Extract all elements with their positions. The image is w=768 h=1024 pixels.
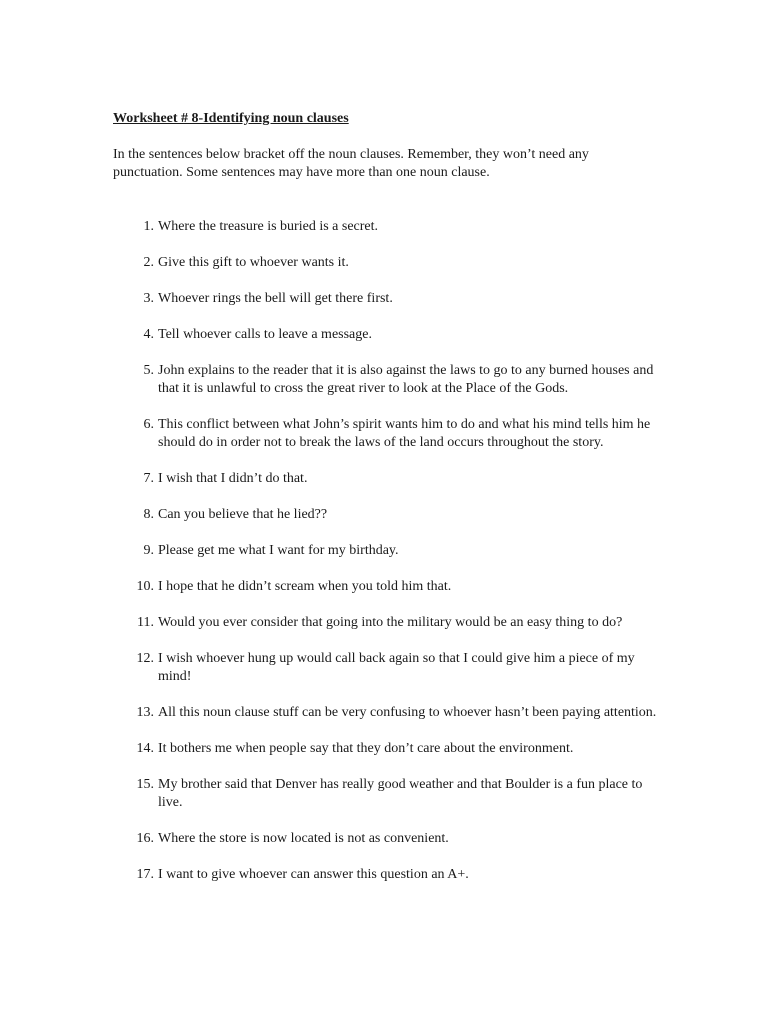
item-text: Can you believe that he lied?? [158,507,328,522]
list-item [128,326,658,344]
list-item [128,740,658,758]
list-item [128,542,658,560]
instructions: In the sentences below bracket off the noun clauses. Remember, they won’t need any punctuation. Some sentences may have more than one noun clause. [113,147,589,180]
item-text: It bothers me when people say that they don’t care about the environment. [158,741,574,756]
item-text: I hope that he didn’t scream when you told him that. [158,579,452,594]
list-item [128,506,658,524]
list-item [128,218,658,236]
item-text: All this noun clause stuff can be very confusing to whoever hasn’t been paying attention. [158,705,657,720]
list-item [128,614,658,632]
item-number: 17. [136,867,154,882]
list-item [128,704,658,722]
item-text: I want to give whoever can answer this question an A+. [158,867,469,882]
item-number: 13. [136,705,154,720]
item-text: Tell whoever calls to leave a message. [158,327,372,342]
worksheet-title: Worksheet # 8-Identifying noun clauses [113,111,349,126]
item-number: 2. [143,255,154,270]
item-number: 12. [136,651,154,666]
list-item [128,470,658,488]
list-item [128,416,658,452]
list-item [128,362,658,398]
item-text: My brother said that Denver has really good weather and that Boulder is a fun place to live. [158,777,643,810]
item-number: 4. [143,327,154,342]
list-item [128,650,658,686]
item-number: 15. [136,777,154,792]
list-item [128,830,658,848]
item-number: 6. [143,417,154,432]
item-text: I wish whoever hung up would call back again so that I could give him a piece of my mind! [158,651,635,684]
item-number: 8. [143,507,154,522]
item-number: 7. [143,471,154,486]
item-number: 14. [136,741,154,756]
item-text: Where the store is now located is not as convenient. [158,831,449,846]
list-item [128,578,658,596]
item-text: Give this gift to whoever wants it. [158,255,349,270]
item-number: 5. [143,363,154,378]
item-text: John explains to the reader that it is also against the laws to go to any burned houses and that it is unlawful to cross the great river to look at the Place of the Gods. [158,363,654,396]
item-number: 16. [136,831,154,846]
item-text: This conflict between what John’s spirit wants him to do and what his mind tells him he should do in order not to break the laws of the land occurs throughout the story. [158,417,651,450]
item-text: Would you ever consider that going into the military would be an easy thing to do? [158,615,623,630]
item-number: 11. [137,615,154,630]
item-number: 1. [143,219,154,234]
list-item [128,254,658,272]
item-text: Please get me what I want for my birthday. [158,543,399,558]
item-number: 10. [136,579,154,594]
list-item [128,290,658,308]
item-text: Whoever rings the bell will get there first. [158,291,393,306]
item-text: I wish that I didn’t do that. [158,471,308,486]
item-number: 9. [143,543,154,558]
sentence-list [128,218,658,902]
list-item [128,866,658,884]
item-number: 3. [143,291,154,306]
list-item [128,776,658,812]
item-text: Where the treasure is buried is a secret. [158,219,379,234]
